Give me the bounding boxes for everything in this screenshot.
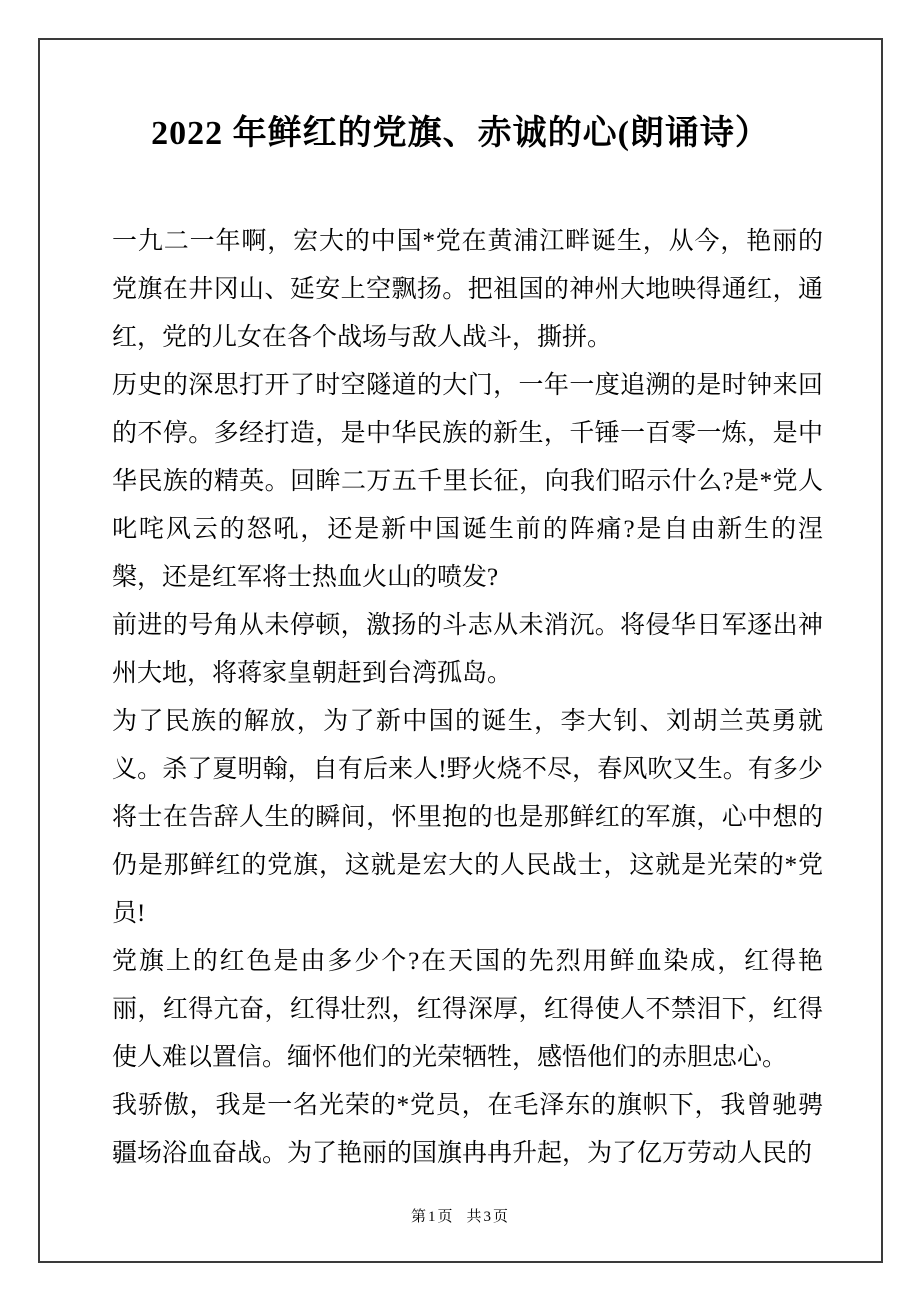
paragraph: 我骄傲，我是一名光荣的*党员，在毛泽东的旗帜下，我曾驰骋疆场浴血奋战。为了艳丽的国旗冉冉升起，为了亿万劳动人民的: [112, 1092, 823, 1167]
paragraph: 党旗上的红色是由多少个?在天国的先烈用鲜血染成，红得艳丽，红得亢奋，红得壮烈，红得深厚，红得使人不禁泪下，红得使人难以置信。缅怀他们的光荣牺牲，感悟他们的赤胆忠心。: [112, 948, 823, 1071]
document-body: [112, 218, 823, 1178]
paragraph: 前进的号角从未停顿，激扬的斗志从未消沉。将侵华日军逐出神州大地，将蒋家皇朝赶到台湾孤岛。: [112, 612, 823, 687]
page-number-label: 第1页: [410, 1209, 455, 1225]
document-page: [38, 38, 883, 1263]
paragraph: 一九二一年啊，宏大的中国*党在黄浦江畔诞生，从今，艳丽的党旗在井冈山、延安上空飘扬。把祖国的神州大地映得通红，通红，党的儿女在各个战场与敌人战斗，撕拼。: [112, 228, 823, 351]
paragraph: 为了民族的解放，为了新中国的诞生，李大钊、刘胡兰英勇就义。杀了夏明翰，自有后来人!野火烧不尽，春风吹又生。有多少将士在告辞人生的瞬间，怀里抱的也是那鲜红的军旗，心中想的仍是那鲜红的党旗，这就是宏大的人民战士，这就是光荣的*党员!: [112, 708, 823, 927]
page-footer: [40, 1207, 881, 1227]
paragraph: 历史的深思打开了时空隧道的大门，一年一度追溯的是时钟来回的不停。多经打造，是中华民族的新生，千锤一百零一炼，是中华民族的精英。回眸二万五千里长征，向我们昭示什么?是*党人叱咤风云的怒吼，还是新中国诞生前的阵痛?是自由新生的涅槃，还是红军将士热血火山的喷发?: [112, 372, 823, 591]
page-total-label: 共3页: [466, 1209, 511, 1225]
page-title: 2022 年鲜红的党旗、赤诚的心(朗诵诗）: [151, 115, 770, 152]
